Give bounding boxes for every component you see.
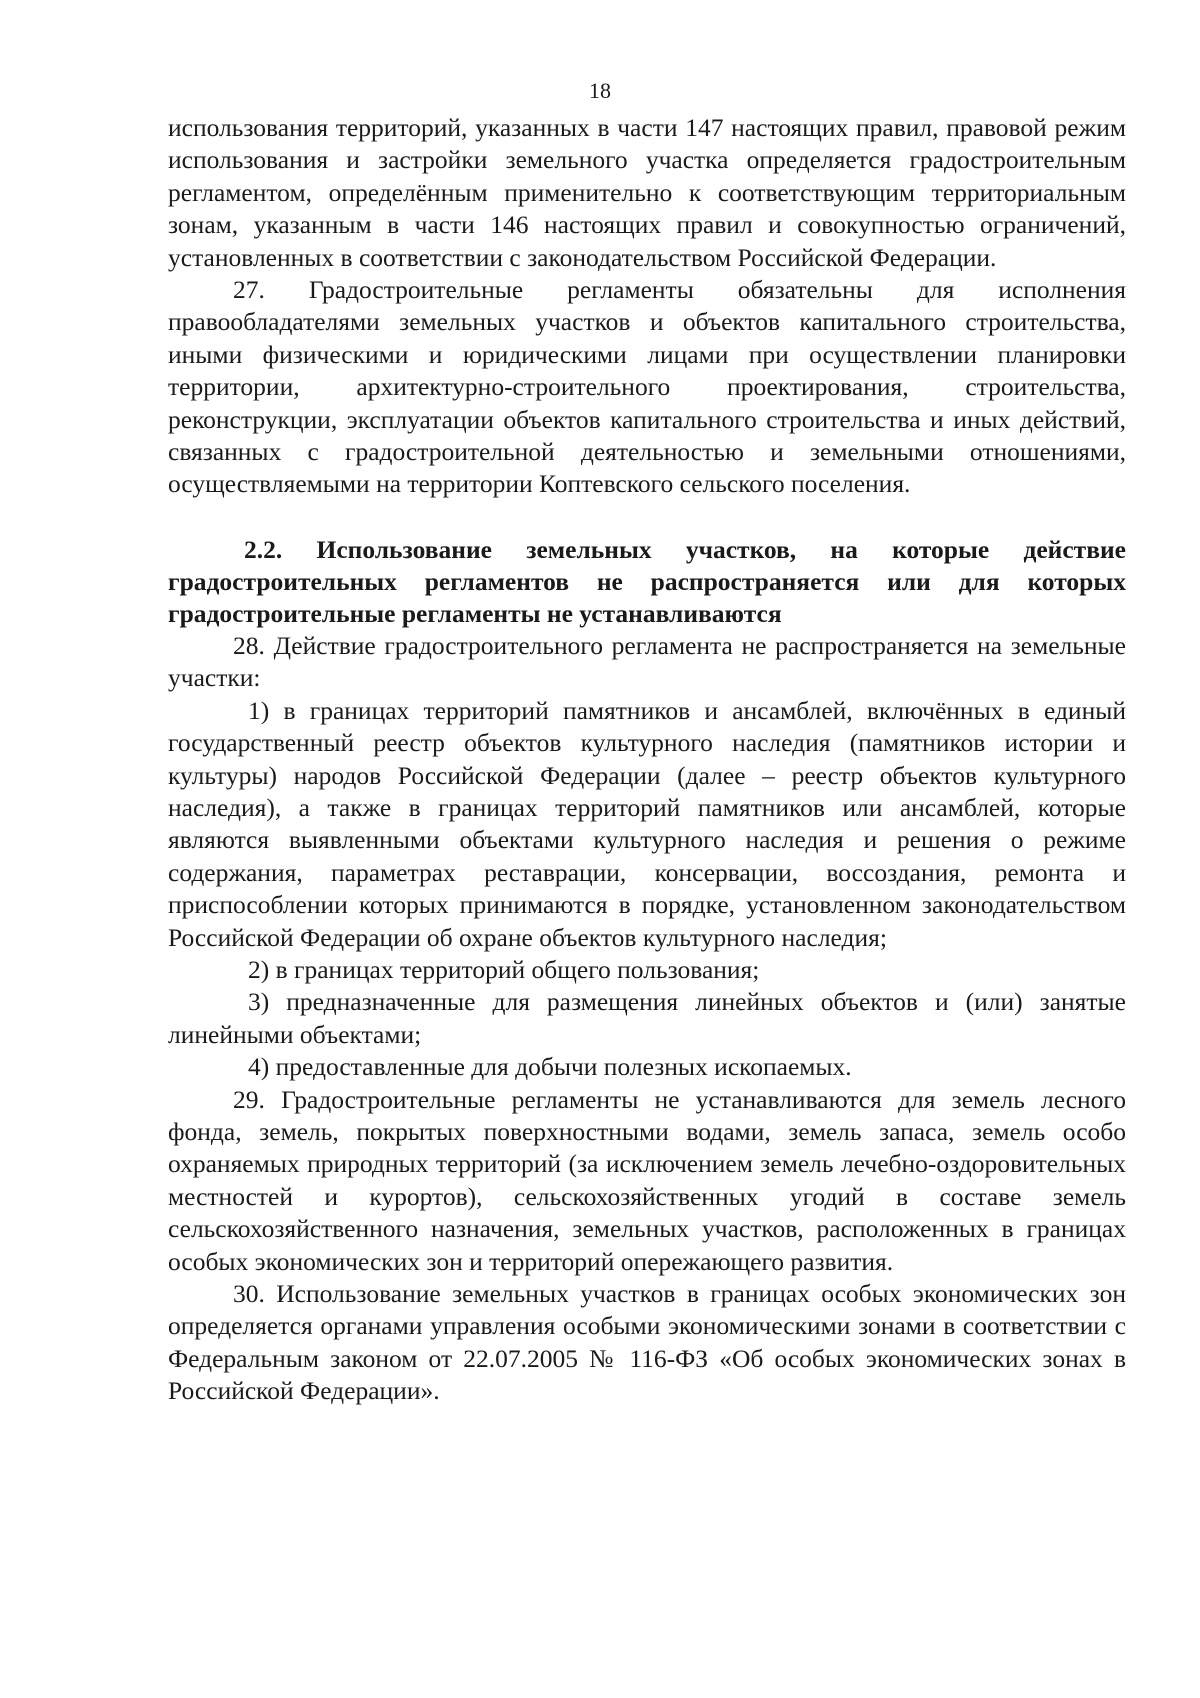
paragraph-29: 29. Градостроительные регламенты не устанавливаются для земель лесного фонда, земель, покрытых поверхностными водами, земель запаса, земель особо охраняемых природных территорий (за исключением земель лечебно-оздоровительных местностей и курортов), сельскохозяйственных угодий в составе земель сельскохозяйственного назначения, земельных участков, расположенных в границах особых экономических зон и территорий опережающего развития.: [168, 1084, 1126, 1276]
section-spacer: [168, 501, 1126, 534]
section-heading-2-2: 2.2. Использование земельных участков, на которые действие градостроительных регламентов не распространяется или для которых градостроительные регламенты не устанавливаются: [168, 534, 1126, 628]
paragraph-30: 30. Использование земельных участков в границах особых экономических зон определяется органами управления особыми экономическими зонами в соответствии с Федеральным законом от 22.07.2005 № 116-ФЗ «Об особых экономических зонах в Российской Федерации».: [168, 1279, 1126, 1406]
list-item-4: 4) предоставленные для добычи полезных ископаемых.: [248, 1052, 852, 1082]
paragraph-27: 27. Градостроительные регламенты обязательны для исполнения правообладателями земельных участков и объектов капитального строительства, иными физическими и юридическими лицами при осуществлении планировки территории, архитектурно-строительного проектирования, строительства, реконструкции, эксплуатации объектов капитального строительства и иных действий, связанных с градостроительной деятельностью и земельными отношениями, осуществляемыми на территории Коптевского сельского поселения.: [168, 275, 1126, 499]
paragraph-28: 28. Действие градостроительного регламента не распространяется на земельные участки:: [168, 630, 1126, 693]
list-item-3: 3) предназначенные для размещения линейных объектов и (или) занятые линейными объектами;: [168, 987, 1126, 1049]
page-number: 18: [589, 78, 611, 103]
paragraph-continuation: использования территорий, указанных в части 147 настоящих правил, правовой режим использования и застройки земельного участка определяется градостроительным регламентом, определённым применительно к соответствующим территориальным зонам, указанным в части 146 настоящих правил и совокупностью ограничений, установленных в соответствии с законодательством Российской Федерации.: [168, 113, 1126, 272]
page-content: [168, 112, 1126, 1408]
list-item-2: 2) в границах территорий общего пользования;: [248, 954, 760, 984]
list-item-1: 1) в границах территорий памятников и ансамблей, включённых в единый государственный реестр объектов культурного наследия (памятников истории и культуры) народов Российской Федерации (далее – реестр объектов культурного наследия), а также в границах территорий памятников или ансамблей, которые являются выявленными объектами культурного наследия и решения о режиме содержания, параметрах реставрации, консервации, воссоздания, ремонта и приспособлении которых принимаются в порядке, установленном законодательством Российской Федерации об охране объектов культурного наследия;: [168, 695, 1126, 952]
